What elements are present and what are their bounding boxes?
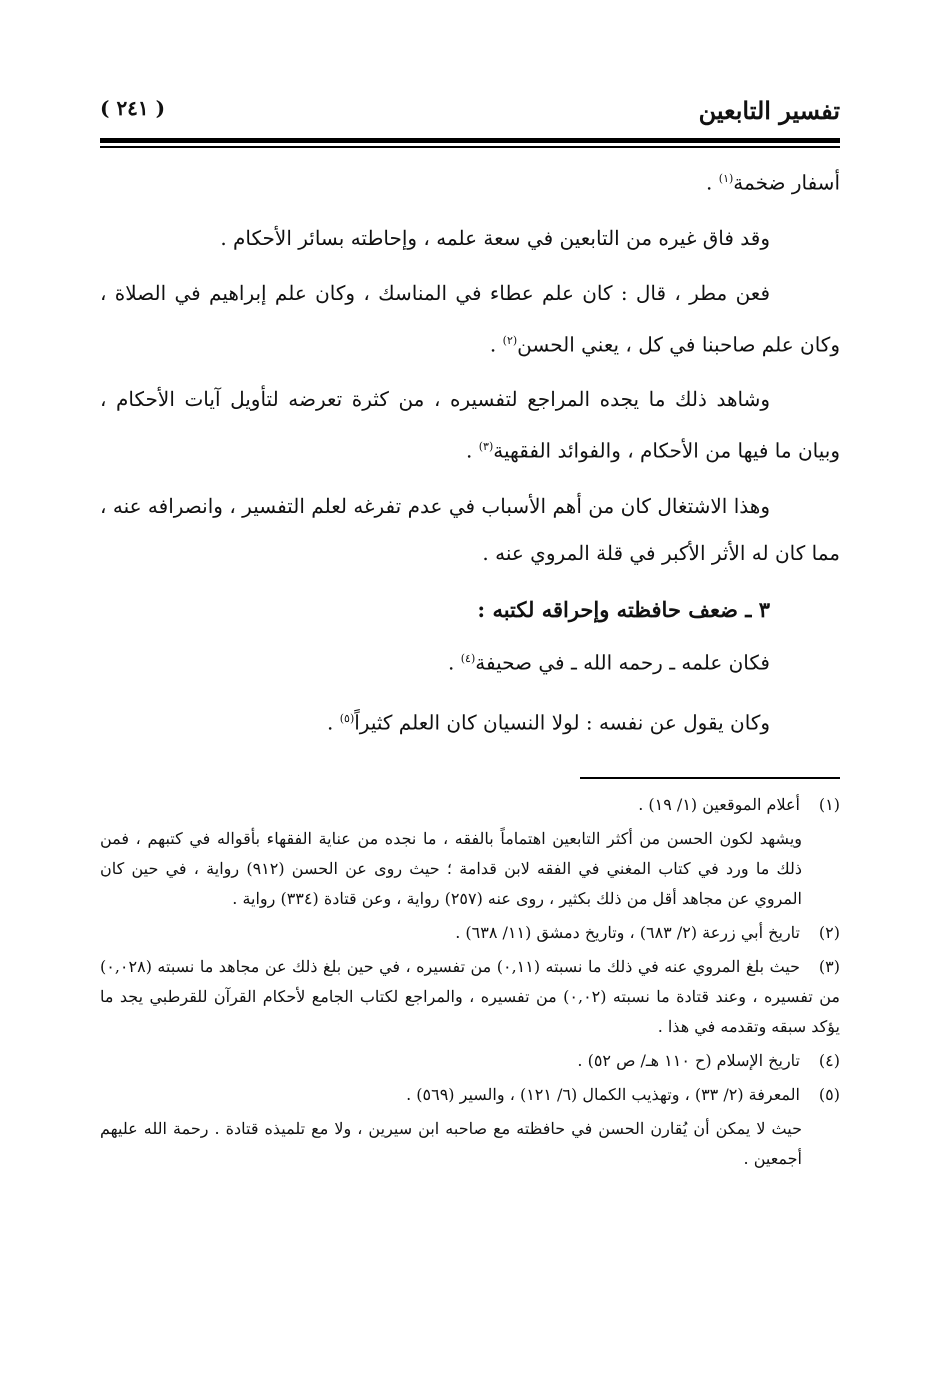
paragraph-6-text: فكان علمه ـ رحمه الله ـ في صحيفة	[475, 650, 770, 675]
paragraph-3-end: .	[489, 332, 503, 357]
paragraph-5: وهذا الاشتغال كان من أهم الأسباب في عدم تفرغه لعلم التفسير ، وانصرافه عنه ، مما كان له الأثر الأكبر في قلة المروي عنه .	[100, 493, 840, 565]
page-header	[100, 96, 840, 136]
footnote-ref-3: (٣)	[478, 440, 494, 454]
paragraph-1-end: .	[706, 170, 719, 195]
footnote-5-number: (٥)	[818, 1085, 840, 1104]
footnote-1	[100, 790, 840, 820]
footnote-3	[100, 952, 840, 1042]
footnote-separator	[580, 777, 840, 779]
paragraph-6	[100, 635, 840, 687]
paragraph-7-end: .	[327, 710, 340, 735]
book-title: تفسير التابعين	[698, 96, 840, 125]
paragraph-2: وقد فاق غيره من التابعين في سعة علمه ، وإحاطته بسائر الأحكام .	[220, 225, 770, 250]
footnote-1-continuation: ويشهد لكون الحسن من أكثر التابعين اهتماماً بالفقه ، ما نجده من عناية الفقهاء بأقواله في كتبهم ، فمن ذلك ما ورد في كتاب المغني في الفقه لابن قدامة ؛ حيث روى عن الحسن (٩١٢) رواية ، في حين كان المروي عن مجاهد أقل من ذلك بكثير ، روى عنه (٢٥٧) رواية ، وعن قتادة (٣٣٤) رواية .	[100, 829, 802, 908]
footnote-ref-4: (٤)	[460, 651, 476, 665]
footnote-4-text: تاريخ الإسلام (ح ١١٠ هـ/ ص ٥٢) .	[577, 1051, 800, 1070]
main-text	[100, 155, 840, 754]
footnotes	[100, 790, 840, 1178]
paragraph-3-text: فعن مطر ، قال : كان علم عطاء في المناسك ، وكان علم إبراهيم في الصلاة ، وكان علم صاحبنا في كل ، يعني الحسن	[100, 280, 840, 357]
footnote-1-number: (١)	[818, 795, 840, 814]
paragraph-7-text: وكان يقول عن نفسه : لولا النسيان كان العلم كثيراً	[354, 710, 770, 735]
header-rule-thick	[100, 138, 840, 143]
footnote-3-text: حيث بلغ المروي عنه في ذلك ما نسبته (٠,١١) من تفسيره ، في حين بلغ ذلك عن مجاهد ما نسبته (٠,٠٢٨) من تفسيره ، وعند قتادة ما نسبته (٠,٠٢) من تفسيره ، والمراجع لكتاب الجامع لأحكام القرآن للقرطبي يجد ما يؤكد سبقه وتقدمه في هذا .	[100, 957, 840, 1036]
footnote-1-text: أعلام الموقعين (١/ ١٩) .	[638, 795, 800, 814]
footnote-3-number: (٣)	[818, 957, 840, 976]
paragraph-1	[100, 155, 840, 207]
paragraph-4-end: .	[466, 438, 479, 463]
header-rule-thin	[100, 146, 840, 148]
paragraph-6-end: .	[448, 650, 461, 675]
paragraph-1-text: أسفار ضخمة	[733, 170, 840, 195]
section-heading: ٣ ـ ضعف حافظته وإحراقه لكتبه :	[477, 596, 770, 622]
paragraph-4-text: وشاهد ذلك ما يجده المراجع لتفسيره ، من كثرة تعرضه لتأويل آيات الأحكام ، وبيان ما فيها من الأحكام ، والفوائد الفقهية	[100, 387, 840, 463]
paragraph-7	[100, 695, 840, 747]
footnote-ref-1: (١)	[718, 172, 734, 185]
paragraph-3	[100, 270, 840, 369]
footnote-5	[100, 1080, 840, 1110]
paragraph-4	[100, 376, 840, 475]
footnote-5-continuation: حيث لا يمكن أن يُقارن الحسن في حافظته مع صاحبه ابن سيرين ، ولا مع تلميذه قتادة . رحمة الله عليهم أجمعين .	[100, 1119, 802, 1168]
footnote-4-number: (٤)	[818, 1051, 840, 1070]
footnote-ref-5: (٥)	[339, 711, 355, 725]
footnote-5-text: المعرفة (٢/ ٣٣) ، وتهذيب الكمال (٦/ ١٢١) ، والسير (٥٦٩) .	[406, 1085, 800, 1104]
footnote-2	[100, 918, 840, 948]
footnote-4	[100, 1046, 840, 1076]
footnote-2-number: (٢)	[818, 923, 840, 942]
footnote-2-text: تاريخ أبي زرعة (٢/ ٦٨٣) ، وتاريخ دمشق (١١/ ٦٣٨) .	[455, 923, 800, 942]
footnote-ref-2: (٢)	[502, 333, 518, 347]
page-number: ( ٢٤١ )	[100, 96, 166, 120]
